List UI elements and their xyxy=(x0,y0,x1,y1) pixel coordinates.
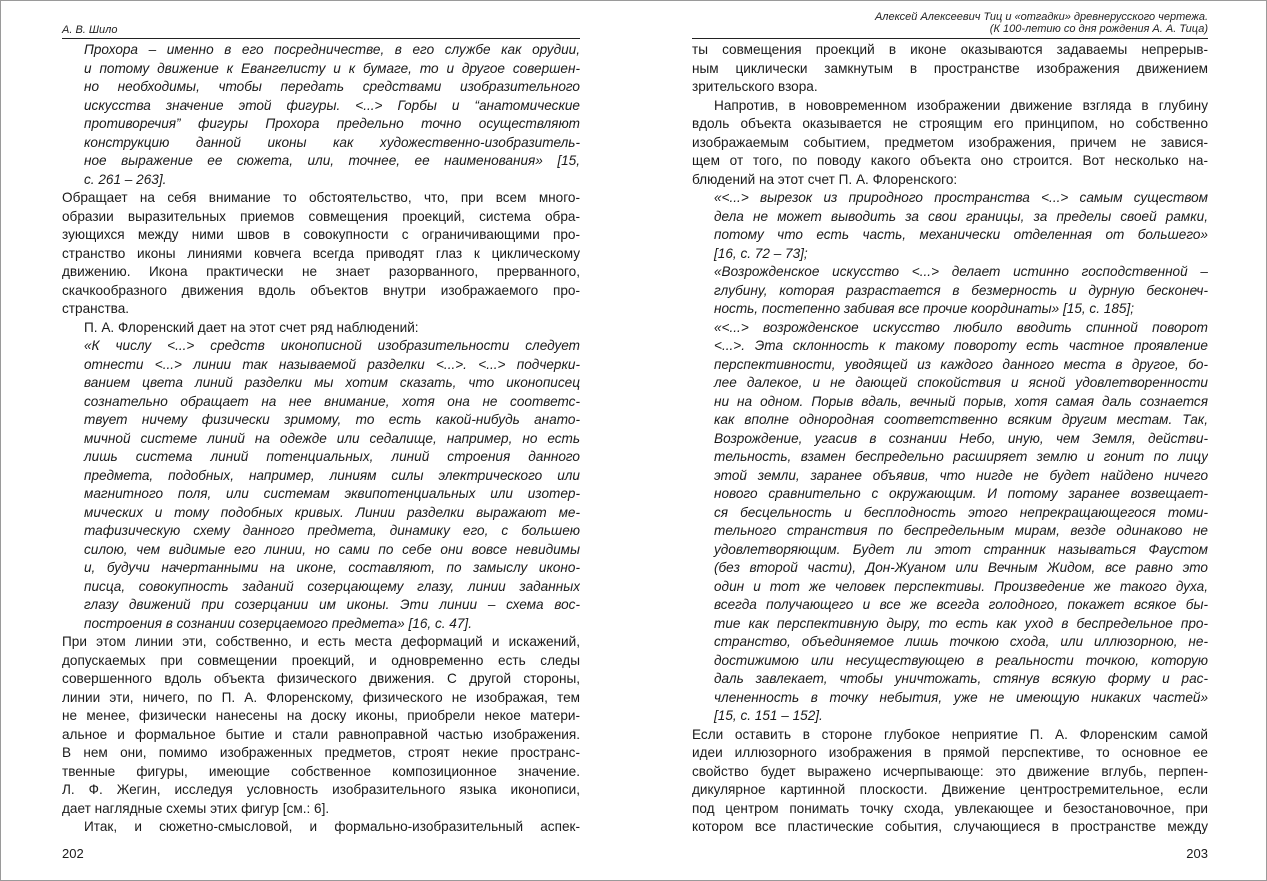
quote-line: [16, с. 72 – 73]; xyxy=(714,245,808,261)
text-line: образии выразительных приемов совмещения проекций, система обра- xyxy=(62,208,580,224)
text-line: Л. Ф. Жегин, исследуя условность изобразительного языка иконописи, xyxy=(62,782,580,797)
quote-line: всегда получающего и все же всегда голодного, покажет всякое бы- xyxy=(714,597,1208,612)
quote-line: удовлетворяющим. Будет ли этот странник называться Фаустом xyxy=(714,541,1208,557)
quote-line: силою, чем видимые его линии, но сами по себе они вовсе невидимы xyxy=(84,541,580,557)
quote-line: ность, постепенно забивая все прочие координаты» [15, с. 185]; xyxy=(714,301,1135,316)
quote-line: один и тот же человек перспективы. Произведение же такого духа, xyxy=(714,578,1208,594)
header-rule xyxy=(692,38,1208,39)
quote-line: мических и тому подобных кривых. Линии разделки выражают ме- xyxy=(84,504,580,520)
quote-line: магнитного поля, или системам эквипотенциальных или изотер- xyxy=(84,486,580,501)
quote-line: Возрождение, угасив в сознании Небо, иную, чем Земля, действи- xyxy=(714,430,1208,446)
quote-line: но необходимы, чтобы передать средствами изобразительного xyxy=(84,79,580,94)
quote-line: твует ничему физически зримому, то есть какой-нибудь анато- xyxy=(84,412,580,427)
text-line: вдоль объекта оказывается не строящим его принципом, но собственно xyxy=(692,116,1208,131)
quote-line: странство, объединяемое лишь точкою схода, или иллюзорною, не- xyxy=(714,634,1208,649)
quote-line: (без второй части), Дон-Жуаном или Вечным Жидом, все равно это xyxy=(714,560,1208,575)
quote-line: достижимою или несуществующею в реальности точкою, которую xyxy=(714,652,1208,668)
quote-line: как вполне однородная соответственно всяким другим местам. Так, xyxy=(714,412,1208,427)
quote-line: даль завлекает, чтобы уничтожать, стянув всякую форму и рас- xyxy=(714,671,1208,686)
quote-line: потому что есть часть, механически отделенная от большего» xyxy=(714,227,1208,242)
text-line: линии эти, ничего, по П. А. Флоренскому, физического не изображая, тем xyxy=(62,689,580,705)
page-body-text xyxy=(62,41,580,837)
text-line: блюдений на этот счет П. А. Флоренского: xyxy=(692,171,958,187)
text-line: скачкообразного движения вдоль объектов внутри изображаемого про- xyxy=(62,282,580,298)
quote-line: построения в сознании созерцаемого предмета» [16, с. 47]. xyxy=(84,615,472,631)
right-page xyxy=(692,0,1208,881)
text-line: ным циклически замкнутым в пространстве изображения движением xyxy=(692,60,1208,76)
quote-line: с. 261 – 263]. xyxy=(84,171,167,187)
text-line: под центром понимать точку схода, увлекающее и безостановочное, при xyxy=(692,800,1208,816)
quote-line: ни на одном. Порыв вдаль, вечный порыв, хотя самая даль сознается xyxy=(714,393,1208,409)
quote-line: <...>. Эта склонность к такому повороту есть частное проявление xyxy=(714,338,1208,353)
quote-line: мичной системе линий на одежде или седалище, например, но есть xyxy=(84,430,580,446)
quote-line: ся бесцельность и бесплодность этого непрекращающегося томи- xyxy=(714,504,1208,520)
text-line: Если оставить в стороне глубокое неприятие П. А. Флоренским самой xyxy=(692,726,1208,742)
quote-line: предмета, подобных, например, линиям силы электрического или xyxy=(84,467,580,483)
quote-line: этой земли, заранее объявив, что нигде не будет найдено ничего xyxy=(714,467,1208,483)
text-line: идеи иллюзорного изображения в прямой перспективе, то основное ее xyxy=(692,745,1208,760)
quote-line: тельного странствия по беспредельным мирам, везде одинаково не xyxy=(714,523,1208,538)
text-line: совершенного вдоль объекта физического движения. С другой стороны, xyxy=(62,671,580,686)
quote-line: члененность в точку небытия, уже не имеющую никаких частей» xyxy=(714,689,1208,705)
quote-line: отнести <...> линии так называемой разделки <...>. <...> подчерки- xyxy=(84,356,580,372)
text-line: зрительского взора. xyxy=(692,79,818,94)
quote-line: «Возрожденское искусство <...> делает истинно господственной – xyxy=(714,264,1208,279)
quote-line: лее далекое, и не дающей спокойствия и ясной удовлетворенности xyxy=(714,375,1208,390)
quote-line: [15, с. 151 – 152]. xyxy=(714,708,823,723)
quote-line: «<...> вырезок из природного пространства <...> самым существом xyxy=(714,190,1208,205)
text-line: При этом линии эти, собственно, и есть места деформаций и искажений, xyxy=(62,634,580,649)
left-page xyxy=(62,0,580,881)
text-line: Напротив, в нововременном изображении движение взгляда в глубину xyxy=(714,97,1208,113)
text-line: П. А. Флоренский дает на этот счет ряд наблюдений: xyxy=(84,319,419,335)
quote-line: лишь система линий потенциальных, линий строения данного xyxy=(84,449,580,464)
page-number: 202 xyxy=(62,846,84,861)
quote-line: ванием цвета линий разделки мы хотим сказать, что иконописец xyxy=(84,375,580,390)
text-line: зующихся между ними швов в совокупности с ограничивающими про- xyxy=(62,227,580,242)
quote-line: и потому движение к Евангелисту и к бумаге, то и другое совершен- xyxy=(84,60,580,76)
quote-line: противоречия” фигуры Прохора предельно точно осуществляют xyxy=(84,116,580,131)
running-head-title xyxy=(692,11,1208,35)
quote-line: дела не может выводить за свои границы, за пределы своей рамки, xyxy=(714,208,1208,224)
quote-line: «К числу <...> средств иконописной изобразительности следует xyxy=(84,338,580,353)
text-line: Обращает на себя внимание то обстоятельство, что, при всем много- xyxy=(62,190,580,205)
quote-line: тафизическую схему данного предмета, динамику его, с большею xyxy=(84,523,580,538)
header-rule xyxy=(62,38,580,39)
quote-line: перспективности, уводящей из каждого данного места в другое, бо- xyxy=(714,356,1208,372)
quote-line: Прохора – именно в его посредничестве, в его службе как орудии, xyxy=(84,42,580,57)
text-line: дает наглядные схемы этих фигур [см.: 6]. xyxy=(62,800,330,816)
text-line: ты совмещения проекций в иконе оказываются задаваемы непрерыв- xyxy=(692,42,1208,57)
text-line: свойство будет выражено исчерпывающе: это движение вглубь, перпен- xyxy=(692,763,1208,779)
quote-line: тие как перспективную дыру, то есть как уход в беспредельное про- xyxy=(714,615,1208,631)
text-line: Итак, и сюжетно-смысловой, и формально-изобразительный аспек- xyxy=(84,819,580,834)
text-line: изображаемым событием, предметом изображения, причем не завися- xyxy=(692,134,1208,150)
quote-line: сознательно обращает на нее внимание, хотя она не соответс- xyxy=(84,393,580,409)
quote-line: нового сравнительно с окружающим. И потому заранее возвещает- xyxy=(714,486,1208,501)
quote-line: глубину, которая разрастается в безмерность и дурную бесконеч- xyxy=(714,282,1208,298)
quote-line: глазу движений при созерцании им иконы. Эти линии – схема вос- xyxy=(84,597,580,612)
running-head-line: (К 100-летию со дня рождения А. А. Тица) xyxy=(989,23,1208,35)
page-number: 203 xyxy=(1186,846,1208,861)
text-line: странство иконы линиями ковчега всегда приводят глаз к циклическому xyxy=(62,245,580,261)
quote-line: тельность, взамен беспредельно расширяет землю и гонит по лицу xyxy=(714,449,1208,464)
text-line: странства. xyxy=(62,301,130,316)
quote-line: «<...> возрожденское искусство любило вводить спинной поворот xyxy=(714,319,1208,335)
page-body-text xyxy=(692,41,1208,837)
quote-line: ное выражение ее сюжета, или, точнее, ее наименования» [15, xyxy=(84,153,580,168)
text-line: альное и формальное бытие и стали равноправной частью изображения. xyxy=(62,726,580,742)
text-line: допускаемых при совмещении проекций, и одновременно есть следы xyxy=(62,652,580,668)
running-head-line: Алексей Алексеевич Тиц и «отгадки» древнерусского чертежа. xyxy=(874,11,1208,23)
quote-line: писца, совокупность заданий созерцающему глазу, линии заданных xyxy=(84,578,580,594)
text-line: котором все пластические события, случающиеся в пространстве между xyxy=(692,819,1208,834)
text-line: дикулярное картинной плоскости. Движение центростремительное, если xyxy=(692,782,1208,797)
text-line: В нем они, помимо изображенных предметов, строят некие пространс- xyxy=(62,745,580,760)
running-head-author: А. В. Шило xyxy=(62,24,118,36)
text-line: щем от того, по поводу какого объекта оно строится. Вот несколько на- xyxy=(692,153,1208,168)
quote-line: и, будучи начертанными на иконе, составляют, по замыслу иконо- xyxy=(84,560,580,575)
text-line: движению. Икона практически не знает разорванного, прерванного, xyxy=(62,264,580,279)
text-line: твенные фигуры, имеющие собственное композиционное значение. xyxy=(62,763,580,779)
quote-line: конструкцию данной иконы как художественно-изобразитель- xyxy=(84,134,580,150)
quote-line: искусства значение этой фигуры. <...> Горбы и “анатомические xyxy=(84,97,580,113)
text-line: не менее, физически нанесены на доску иконы, приобрели некое матери- xyxy=(62,708,580,723)
